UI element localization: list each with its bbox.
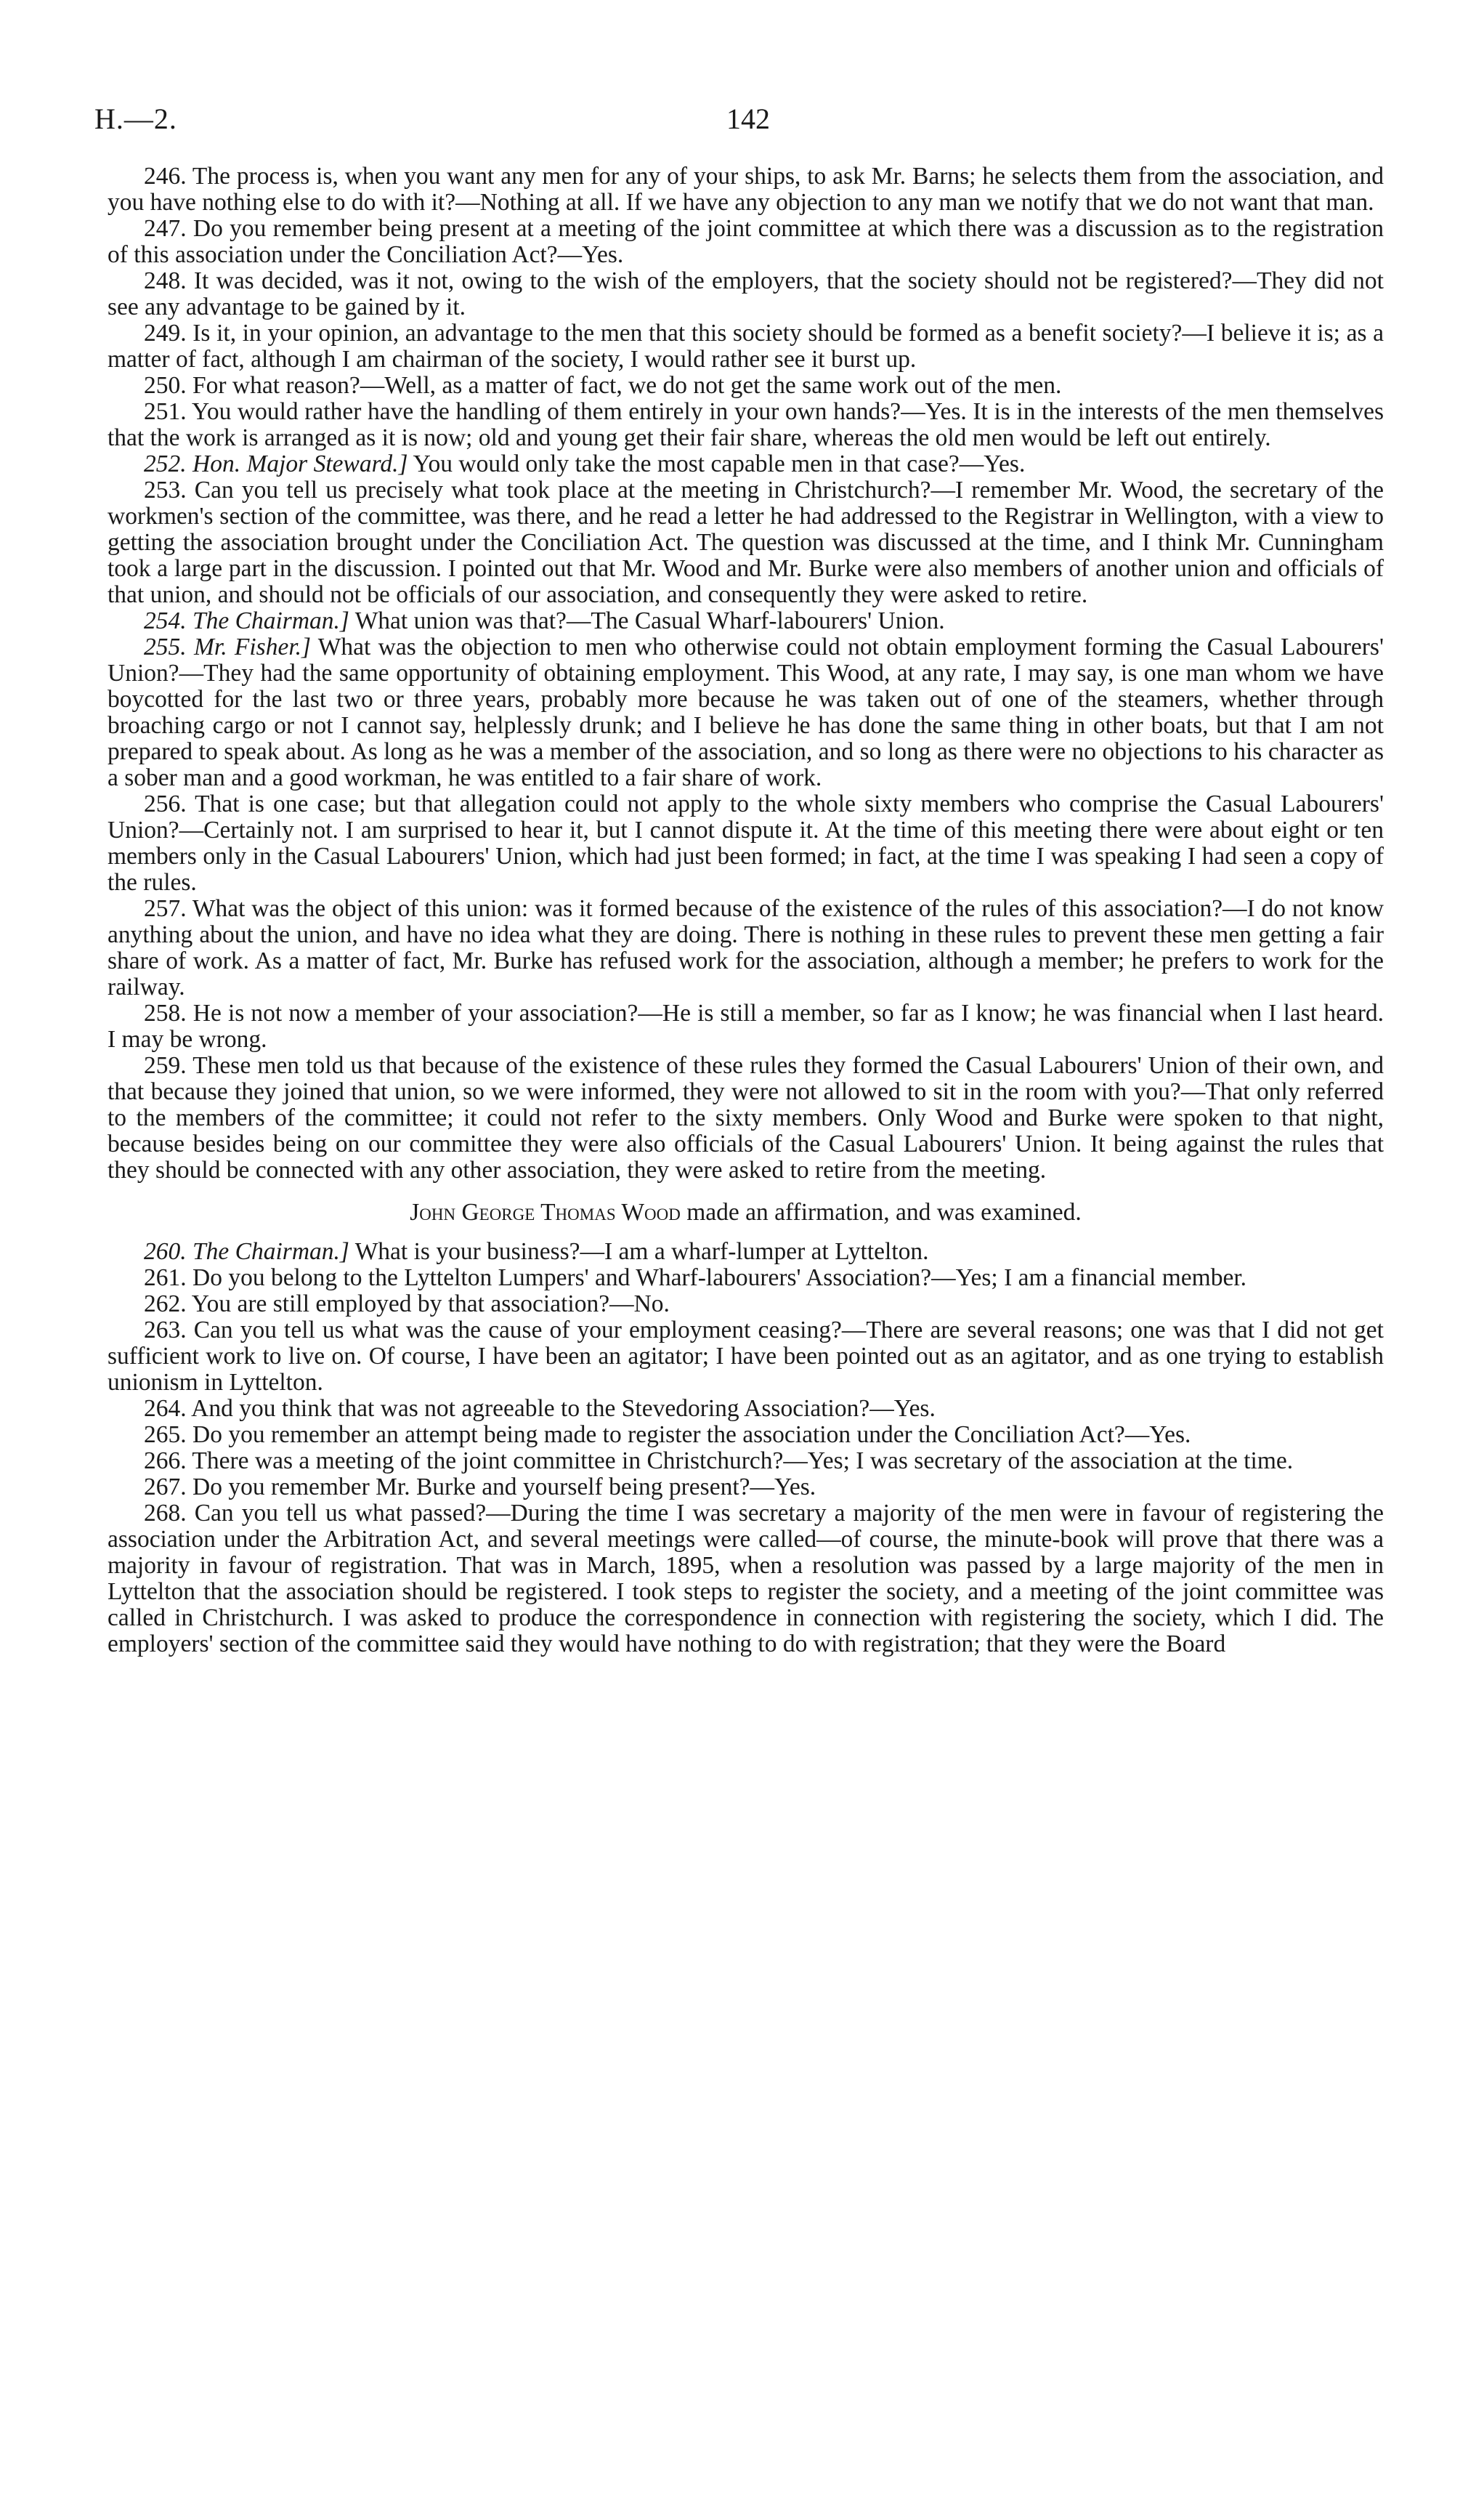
question-paragraph <box>108 1448 1384 1474</box>
question-paragraph <box>108 373 1384 399</box>
question-paragraph <box>108 451 1384 477</box>
speaker-label: 254. The Chairman.] <box>144 607 349 634</box>
paragraph-text: 248. It was decided, was it not, owing to the wish of the employers, that the society should not be registered?—They did not see any advantage to be gained by it. <box>108 267 1384 320</box>
paragraph-text: 253. Can you tell us precisely what took place at the meeting in Christchurch?—I remember Mr. Wood, the secretary of the workmen's section of the committee, was there, and he read a letter he had addressed to the Registrar in Wellington, with a view to getting the association brought under the Conciliation Act. The question was discussed at the time, and I think Mr. Cunningham took a large part in the discussion. I pointed out that Mr. Wood and Mr. Burke were also members of another union and officials of that union, and should not be officials of our association, and consequently they were asked to retire. <box>108 477 1384 608</box>
question-paragraph <box>108 1239 1384 1265</box>
speaker-label: 255. Mr. Fisher.] <box>144 634 312 660</box>
paragraph-text: 264. And you think that was not agreeable to the Stevedoring Association?—Yes. <box>144 1395 936 1422</box>
question-paragraph <box>108 320 1384 373</box>
paragraph-text: 268. Can you tell us what passed?—During the time I was secretary a majority of the men were in favour of registering the association under the Arbitration Act, and several meetings were called—of course, the minute-book will prove that there was a majority in favour of registration. That was in March, 1895, when a resolution was passed by a large majority of the men in Lyttelton that the association should be registered. I took steps to register the society, and a meeting of the joint committee was called in Christchurch. I was asked to produce the correspondence in connection with registering the society, which I did. The employers' section of the committee said they would have nothing to do with registration; that they were the Board <box>108 1500 1384 1657</box>
paragraph-text: 262. You are still employed by that association?—No. <box>144 1290 670 1317</box>
paragraph-text: 263. Can you tell us what was the cause of your employment ceasing?—There are several reasons; one was that I did not get sufficient work to live on. Of course, I have been an agitator; I have been pointed out as an agitator, and as one trying to establish unionism in Lyttelton. <box>108 1317 1384 1396</box>
speaker-label: 252. Hon. Major Steward.] <box>144 450 408 477</box>
question-paragraph <box>108 399 1384 451</box>
question-paragraph <box>108 1053 1384 1184</box>
question-paragraph <box>108 1291 1384 1317</box>
speaker-label: 260. The Chairman.] <box>144 1238 349 1265</box>
paragraph-text: 265. Do you remember an attempt being made to register the association under the Conciliation Act?—Yes. <box>144 1421 1191 1448</box>
paragraph-text: 246. The process is, when you want any men for any of your ships, to ask Mr. Barns; he selects them from the association, and you have nothing else to do with it?—Nothing at all. If we have any objection to any man we notify that we do not want that man. <box>108 163 1384 216</box>
witness-name: John George Thomas Wood <box>410 1199 681 1226</box>
question-paragraph <box>108 163 1384 216</box>
witness-heading <box>108 1200 1384 1226</box>
question-paragraph <box>108 896 1384 1001</box>
question-paragraph <box>108 1317 1384 1396</box>
question-paragraph <box>108 1265 1384 1291</box>
paragraph-text: What was the objection to men who otherwise could not obtain employment forming the Casual Labourers' Union?—They had the same opportunity of obtaining employment. This Wood, at any rate, I may say, is one man whom we have boycotted for the last two or three years, probably more because he was taken out of one of the steamers, whether through broaching cargo or not I cannot say, helplessly drunk; and I believe he has done the same thing in other boats, but that I am not prepared to speak about. As long as he was a member of the association, and so long as there were no objections to his character as a sober man and a good workman, he was entitled to a fair share of work. <box>108 634 1384 791</box>
question-paragraph <box>108 1500 1384 1657</box>
question-paragraph <box>108 1396 1384 1422</box>
document-body <box>108 163 1384 1657</box>
paragraph-text: 267. Do you remember Mr. Burke and yourself being present?—Yes. <box>144 1474 816 1500</box>
page-header <box>94 102 1387 145</box>
paragraph-text: What union was that?—The Casual Wharf-labourers' Union. <box>349 607 945 634</box>
paragraph-text: 250. For what reason?—Well, as a matter of fact, we do not get the same work out of the men. <box>144 372 1062 399</box>
question-paragraph <box>108 216 1384 268</box>
page-number: 142 <box>726 102 770 135</box>
paragraph-text: 258. He is not now a member of your association?—He is still a member, so far as I know; he was financial when I last heard. I may be wrong. <box>108 1000 1384 1053</box>
paragraph-text: What is your business?—I am a wharf-lumper at Lyttelton. <box>349 1238 929 1265</box>
question-paragraph <box>108 1001 1384 1053</box>
examination-section-2 <box>108 1239 1384 1657</box>
paragraph-text: 251. You would rather have the handling of them entirely in your own hands?—Yes. It is in the interests of the men themselves that the work is arranged as it is now; old and young get their fair share, whereas the old men would be left out entirely. <box>108 398 1384 451</box>
question-paragraph <box>108 791 1384 896</box>
question-paragraph <box>108 634 1384 791</box>
paragraph-text: 257. What was the object of this union: was it formed because of the existence of the rules of this association?—I do not know anything about the union, and have no idea what they are doing. There is nothing in these rules to prevent these men getting a fair share of work. As a matter of fact, Mr. Burke has refused work for the association, although a member; he prefers to work for the railway. <box>108 895 1384 1001</box>
document-reference: H.—2. <box>94 102 177 135</box>
paragraph-text: 261. Do you belong to the Lyttelton Lumpers' and Wharf-labourers' Association?—Yes; I am a financial member. <box>144 1264 1247 1291</box>
examination-section-1 <box>108 163 1384 1184</box>
question-paragraph <box>108 608 1384 634</box>
paragraph-text: 249. Is it, in your opinion, an advantage to the men that this society should be formed as a benefit society?—I believe it is; as a matter of fact, although I am chairman of the society, I would rather see it burst up. <box>108 320 1384 373</box>
paragraph-text: 259. These men told us that because of the existence of these rules they formed the Casual Labourers' Union of their own, and that because they joined that union, so we were informed, they were not allowed to sit in the room with you?—That only referred to the members of the committee; it could not refer to the sixty members. Only Wood and Burke were spoken to that night, because besides being on our committee they were also officials of the Casual Labourers' Union. It being against the rules that they should be connected with any other association, they were asked to retire from the meeting. <box>108 1052 1384 1184</box>
paragraph-text: 247. Do you remember being present at a meeting of the joint committee at which there was a discussion as to the registration of this association under the Conciliation Act?—Yes. <box>108 215 1384 268</box>
paragraph-text: You would only take the most capable men in that case?—Yes. <box>408 450 1026 477</box>
question-paragraph <box>108 1422 1384 1448</box>
question-paragraph <box>108 1474 1384 1500</box>
witness-statement: made an affirmation, and was examined. <box>680 1199 1082 1226</box>
paragraph-text: 256. That is one case; but that allegation could not apply to the whole sixty members who comprise the Casual Labourers' Union?—Certainly not. I am surprised to hear it, but I cannot dispute it. At the time of this meeting there were about eight or ten members only in the Casual Labourers' Union, which had just been formed; in fact, at the time I was speaking I had seen a copy of the rules. <box>108 791 1384 896</box>
question-paragraph <box>108 477 1384 608</box>
paragraph-text: 266. There was a meeting of the joint committee in Christchurch?—Yes; I was secretary of the association at the time. <box>144 1447 1294 1474</box>
question-paragraph <box>108 268 1384 320</box>
